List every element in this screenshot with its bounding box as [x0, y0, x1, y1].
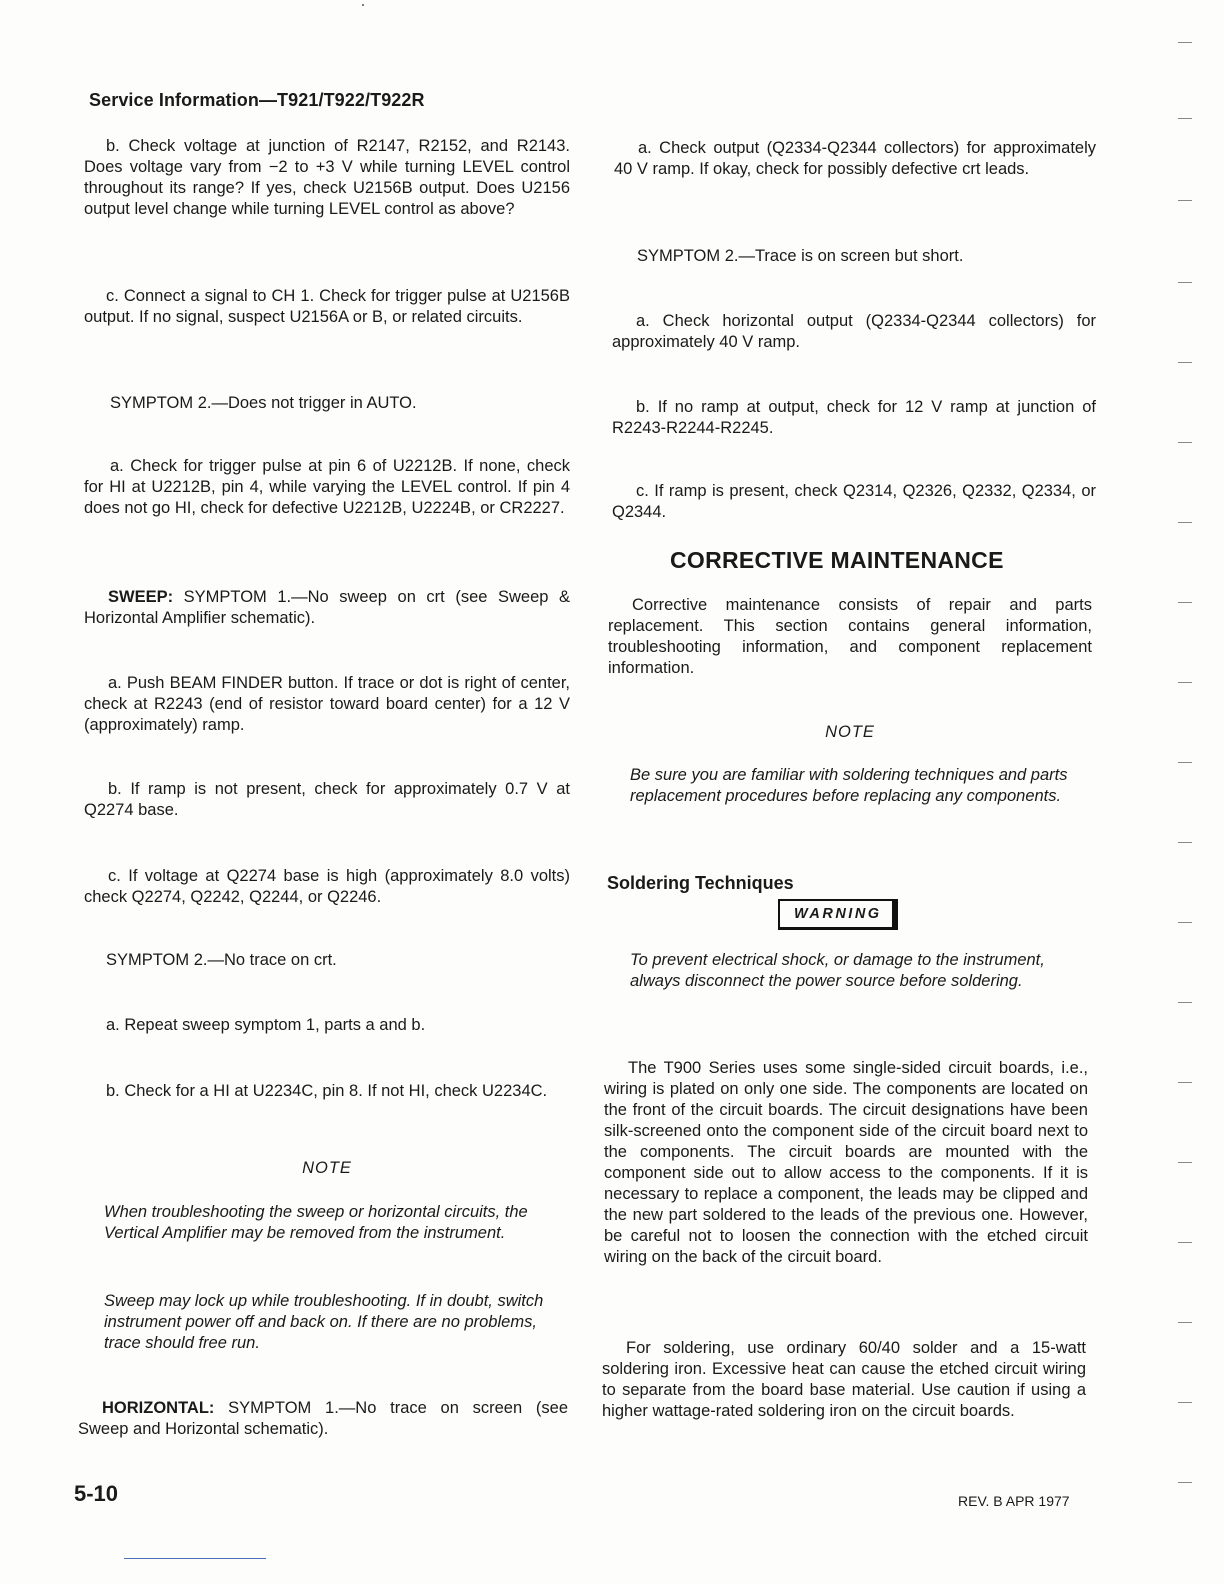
- right-column: [614, 138, 1096, 180]
- paragraph-t900-circuit-boards: The T900 Series uses some single-sided circuit boards, i.e., wiring is plated on only one side. The components are located on the front of the circuit boards. The circuit designations have been silk-screened onto the component side of the circuit board next to the components. The circuit boards are mounted with the component side out to allow access to the components. If it is necessary to replace a component, the leads may be clipped and the new part soldered to the leads of the previous one. However, be careful not to loosen the connection with the etched circuit wiring on the back of the circuit board.: [604, 1059, 1088, 1266]
- sweep-label: SWEEP:: [108, 588, 174, 606]
- binding-edge-mark: [1178, 442, 1192, 443]
- binding-edge-mark: [1178, 682, 1192, 683]
- paragraph-ramp-not-present: b. If ramp is not present, check for approximately 0.7 V at Q2274 base.: [84, 780, 570, 819]
- revision-date: REV. B APR 1977: [958, 1493, 1070, 1509]
- left-note-title: NOTE: [302, 1159, 352, 1177]
- binding-edge-mark: [1178, 602, 1192, 603]
- symptom-no-trace-crt: SYMPTOM 2.—No trace on crt.: [106, 951, 337, 969]
- right-note-title: NOTE: [825, 723, 875, 741]
- warning-text: To prevent electrical shock, or damage to the instrument, always disconnect the power source before soldering.: [630, 951, 1045, 990]
- paragraph-soldering-iron: For soldering, use ordinary 60/40 solder and a 15-watt soldering iron. Excessive heat can cause the etched circuit wiring to separate from the board base material. Use caution if using a higher wattage-rated soldering iron on the circuit boards.: [602, 1339, 1086, 1420]
- paragraph-no-ramp-output: b. If no ramp at output, check for 12 V ramp at junction of R2243-R2244-R2245.: [612, 398, 1096, 437]
- page-header-title: Service Information—T921/T922/T922R: [89, 90, 425, 110]
- section-title-corrective-maintenance: CORRECTIVE MAINTENANCE: [670, 547, 1004, 573]
- paragraph-horizontal-output: a. Check horizontal output (Q2334-Q2344 collectors) for approximately 40 V ramp.: [612, 312, 1096, 351]
- scan-edge-line: [124, 1558, 266, 1559]
- subhead-soldering-techniques: Soldering Techniques: [607, 873, 794, 893]
- paragraph-connect-signal: c. Connect a signal to CH 1. Check for trigger pulse at U2156B output. If no signal, suspect U2156A or B, or related circuits.: [84, 287, 570, 326]
- left-note-text-2: Sweep may lock up while troubleshooting. If in doubt, switch instrument power off and back on. If there are no problems, trace should free run.: [104, 1292, 544, 1352]
- right-note-text: Be sure you are familiar with soldering techniques and parts replacement procedures before replacing any components.: [630, 766, 1068, 805]
- binding-edge-mark: [1178, 42, 1192, 43]
- binding-edge-mark: [1178, 1242, 1192, 1243]
- horizontal-label: HORIZONTAL:: [102, 1399, 215, 1417]
- binding-edge-mark: [1178, 922, 1192, 923]
- binding-edge-mark: [1178, 842, 1192, 843]
- binding-edge-mark: [1178, 522, 1192, 523]
- paragraph-sweep-symptom1: [84, 587, 570, 629]
- left-note-text-1: When troubleshooting the sweep or horizontal circuits, the Vertical Amplifier may be removed from the instrument.: [104, 1203, 528, 1242]
- left-column: [84, 136, 570, 220]
- paragraph-check-hi-u2234c: b. Check for a HI at U2234C, pin 8. If not HI, check U2234C.: [106, 1082, 548, 1100]
- paragraph-beam-finder: a. Push BEAM FINDER button. If trace or dot is right of center, check at R2243 (end of resistor toward board center) for a 12 V (approximately) ramp.: [84, 674, 570, 734]
- paragraph-horizontal-symptom1: [78, 1398, 568, 1440]
- paragraph-voltage-q2274: c. If voltage at Q2274 base is high (approximately 8.0 volts) check Q2274, Q2242, Q2244, or Q2246.: [84, 867, 570, 906]
- paragraph-ramp-present: c. If ramp is present, check Q2314, Q2326, Q2332, Q2334, or Q2344.: [612, 482, 1096, 521]
- symptom-trace-short: SYMPTOM 2.—Trace is on screen but short.: [637, 247, 964, 265]
- paragraph-corrective-intro: Corrective maintenance consists of repair and parts replacement. This section contains general information, troubleshooting information, and component replacement information.: [608, 596, 1092, 677]
- binding-edge-mark: [1178, 1482, 1192, 1483]
- paragraph-check-voltage-junction: b. Check voltage at junction of R2147, R2152, and R2143. Does voltage vary from −2 to +3 V while turning LEVEL control throughout its range? If yes, check U2156B output. Does U2156 output level change while turning LEVEL control as above?: [84, 137, 570, 218]
- binding-edge-mark: [1178, 282, 1192, 283]
- binding-edge-mark: [1178, 200, 1192, 201]
- page-number: 5-10: [74, 1481, 119, 1506]
- warning-label-box: WARNING: [778, 899, 898, 930]
- scan-speck: [362, 4, 364, 6]
- paragraph-trigger-pulse-pin6: a. Check for trigger pulse at pin 6 of U2212B. If none, check for HI at U2212B, pin 4, while varying the LEVEL control. If pin 4 does not go HI, check for defective U2212B, U2224B, or CR2227.: [84, 457, 570, 517]
- binding-edge-mark: [1178, 1002, 1192, 1003]
- sweep-symptom-text: SYMPTOM 1.—No sweep on crt (see Sweep & Horizontal Amplifier schematic).: [84, 588, 570, 627]
- binding-edge-mark: [1178, 762, 1192, 763]
- binding-edge-mark: [1178, 118, 1192, 119]
- binding-edge-mark: [1178, 1322, 1192, 1323]
- paragraph-repeat-sweep: a. Repeat sweep symptom 1, parts a and b.: [106, 1016, 426, 1034]
- horizontal-symptom-text: SYMPTOM 1.—No trace on screen (see Sweep and Horizontal schematic).: [78, 1399, 568, 1438]
- symptom-not-trigger-auto: SYMPTOM 2.—Does not trigger in AUTO.: [110, 394, 417, 412]
- paragraph-check-output-q2334: a. Check output (Q2334-Q2344 collectors) for approximately 40 V ramp. If okay, check for possibly defective crt leads.: [614, 139, 1096, 178]
- binding-edge-mark: [1178, 1082, 1192, 1083]
- binding-edge-mark: [1178, 1402, 1192, 1403]
- binding-edge-mark: [1178, 362, 1192, 363]
- binding-edge-mark: [1178, 1162, 1192, 1163]
